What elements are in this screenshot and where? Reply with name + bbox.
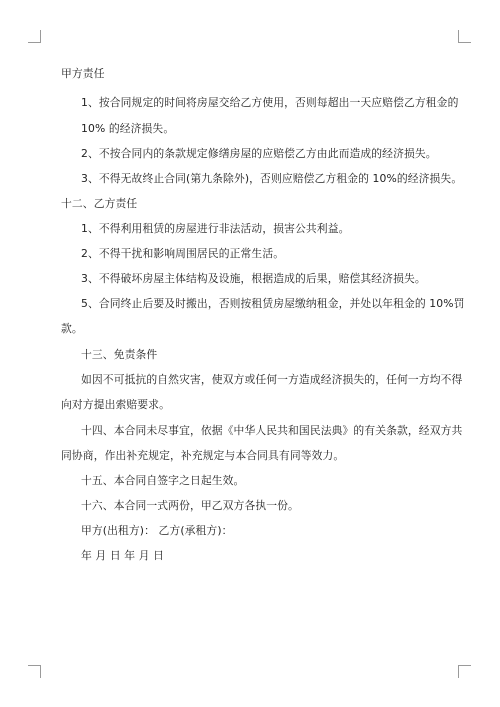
crop-mark-top-right	[458, 30, 471, 43]
section-heading-exemption: 十三、免责条件	[81, 348, 158, 361]
paragraph-line: 十五、本合同自签字之日起生效。	[81, 474, 245, 487]
signature-parties-line: 甲方(出租方)： 乙方(承租方)：	[81, 524, 233, 537]
paragraph-line: 同协商，作出补充规定，补充规定与本合同具有同等效力。	[61, 449, 345, 462]
paragraph-line: 如因不可抵抗的自然灾害，使双方或任何一方造成经济损失的，任何一方均不得	[81, 373, 463, 386]
paragraph-line: 十四、本合同未尽事宜，依据《中华人民共和国民法典》的有关条款，经双方共	[81, 424, 463, 437]
clause-line: 5、合同终止后要及时搬出，否则按租赁房屋缴纳租金，并处以年租金的 10%罚	[81, 297, 465, 310]
crop-mark-bottom-right	[458, 665, 471, 678]
clause-line: 3、不得无故终止合同(第九条除外)，否则应赔偿乙方租金的 10%的经济损失。	[81, 172, 463, 185]
clause-line: 1、按合同规定的时间将房屋交给乙方使用，否则每超出一天应赔偿乙方租金的	[81, 96, 459, 109]
clause-line: 2、不得干扰和影响周围居民的正常生活。	[81, 247, 285, 260]
paragraph-line: 向对方提出索赔要求。	[61, 398, 170, 411]
section-heading-party-b: 十二、乙方责任	[61, 197, 138, 210]
clause-line: 3、不得破坏房屋主体结构及设施，根据造成的后果，赔偿其经济损失。	[81, 272, 426, 285]
crop-mark-top-left	[28, 30, 41, 43]
crop-mark-bottom-left	[28, 665, 41, 678]
signature-date-line: 年 月 日 年 月 日	[81, 549, 165, 562]
clause-line: 10% 的经济损失。	[81, 122, 175, 135]
clause-line-continued: 款。	[61, 322, 83, 335]
section-heading-party-a: 甲方责任	[61, 67, 105, 80]
clause-line: 2、不按合同内的条款规定修缮房屋的应赔偿乙方由此而造成的经济损失。	[81, 147, 437, 160]
paragraph-line: 十六、本合同一式两份，甲乙双方各执一份。	[81, 499, 299, 512]
clause-line: 1、不得利用租赁的房屋进行非法活动，损害公共利益。	[81, 222, 350, 235]
